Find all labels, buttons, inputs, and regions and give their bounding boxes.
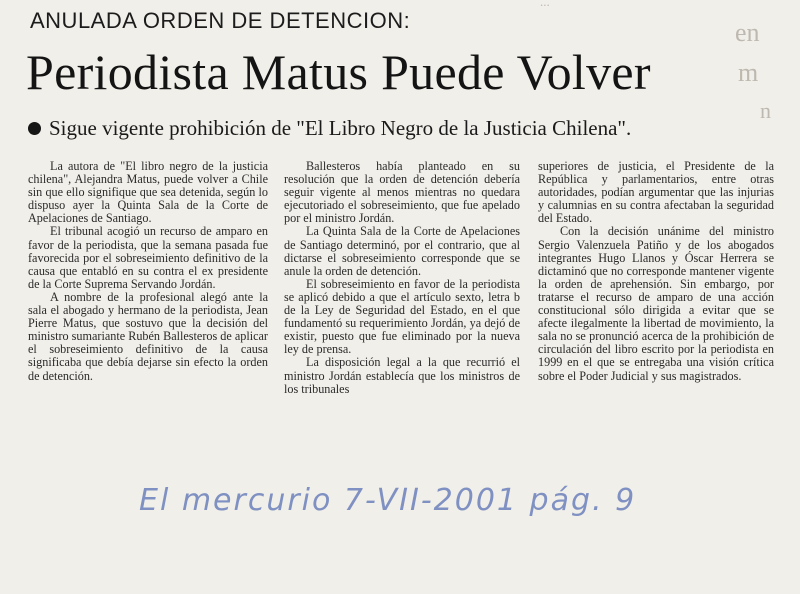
paragraph: La disposición legal a la que recurrió el ministro Jordán establecía que los ministros de los tribunales [284, 355, 520, 396]
paragraph: La autora de "El libro negro de la justicia chilena", Alejandra Matus, puede volver a Chile sin que ello signifique que sea detenida, según lo dispuso ayer la Quinta Sala de la Corte de Apelaciones de Santiago. [28, 159, 268, 226]
paragraph: El tribunal acogió un recurso de amparo en favor de la periodista, que la semana pasada fue favorecida por el sobreseimiento definitivo de la causa que entabló en su contra el ex presidente de la Corte Suprema Servando Jordán. [28, 224, 268, 291]
paragraph: Con la decisión unánime del ministro Sergio Valenzuela Patiño y de los abogados integrantes Hugo Llanos y Óscar Herrera se dictaminó que no corresponde mantener vigente la orden de aprehensión. Sin embargo, por tratarse el recurso de amparo de una acción constitucional sólo dirigida a evitar que se afecte ilegalmente la libertad de movimiento, la sala no se pronunció acerca de la prohibición de circulación del libro escrito por la periodista en 1999 en el que se entregaba una visión crítica sobre el Poder Judicial y sus magistrados. [538, 224, 774, 383]
paragraph: Ballesteros había planteado en su resolución que la orden de detención debería seguir vigente al menos mientras no quedara ejecutoriado el sobreseimiento, que fue apelado por el ministro Jordán. [284, 159, 520, 226]
subhead-text: Sigue vigente prohibición de "El Libro Negro de la Justicia Chilena". [49, 116, 632, 140]
paragraph: superiores de justicia, el Presidente de la República y parlamentarios, entre otras autoridades, podían argumentar que las injurias y calumnias en su contra afectaban la seguridad del Estado. [538, 159, 774, 226]
handwritten-source-note [135, 470, 695, 530]
article-column-3 [538, 160, 774, 383]
handwritten-note-text: El mercurio 7-VII-2001 pág. 9 [139, 483, 637, 518]
paragraph: A nombre de la profesional alegó ante la sala el abogado y hermano de la periodista, Jean Pierre Matus, que sostuvo que la decisión del ministro sumariante Rubén Ballesteros de aplicar el sobreseimiento definitivo de la causa significaba que debía dejarse sin efecto la orden de detención. [28, 289, 268, 383]
bleed-through-text: m [738, 58, 759, 87]
article-column-1 [28, 160, 268, 383]
article-column-2 [284, 160, 520, 396]
bullet-icon [28, 122, 41, 135]
article-kicker: ANULADA ORDEN DE DETENCION: [30, 8, 411, 33]
article-subhead [28, 116, 631, 141]
bleed-through-text: en [735, 18, 760, 47]
bleed-through-text: n [760, 98, 771, 123]
paragraph: La Quinta Sala de la Corte de Apelaciones de Santiago determinó, por el contrario, que al dictarse el sobreseimiento corresponde que se anule la orden de detención. [284, 224, 520, 278]
article-headline: Periodista Matus Puede Volver [26, 44, 651, 100]
paragraph: El sobreseimiento en favor de la periodista se aplicó debido a que el artículo sexto, letra b de la Ley de Seguridad del Estado, en el que fundamentó su requerimiento Jordán, ya dejó de existir, puesto que fue eliminado por la nueva ley de prensa. [284, 276, 520, 357]
bleed-through-text: ... [540, 0, 550, 9]
